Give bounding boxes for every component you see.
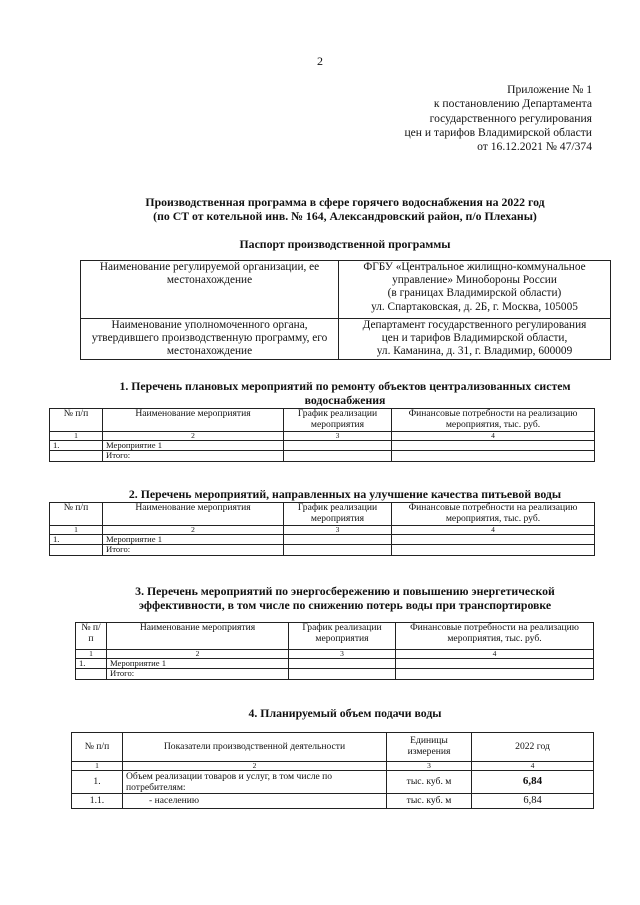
column-numbers — [50, 526, 595, 535]
passport-heading: Паспорт производственной программы — [239, 237, 451, 251]
col-finance: Финансовые потребности на реализацию мероприятия, тыс. руб. — [392, 409, 595, 432]
column-numbers — [76, 650, 594, 659]
col-number: 1 — [50, 526, 103, 535]
value-line: ФГБУ «Центральное жилищно-коммунальное — [363, 261, 586, 273]
row-unit: тыс. куб. м — [387, 770, 472, 793]
col-number: 4 — [392, 432, 595, 441]
value-line: цен и тарифов Владимирской области, — [381, 332, 568, 345]
section4-table — [71, 732, 594, 809]
col-schedule: График реализации мероприятия — [284, 503, 392, 526]
row-num: 1. — [50, 534, 103, 545]
row-name: - населению — [123, 793, 387, 808]
col-number: 3 — [387, 762, 472, 771]
section3-table — [75, 622, 594, 680]
col-num: № п/п — [72, 733, 123, 762]
col-name: Наименование мероприятия — [103, 409, 284, 432]
col-number: 3 — [289, 650, 396, 659]
total-label: Итого: — [107, 669, 289, 680]
appendix-line: государственного регулирования — [429, 111, 592, 125]
table-header — [76, 623, 594, 650]
row-value: 6,84 — [472, 770, 594, 793]
row-num: 1.1. — [72, 793, 123, 808]
table-row — [76, 658, 594, 669]
col-year: 2022 год — [472, 733, 594, 762]
appendix-line: к постановлению Департамента — [433, 97, 592, 111]
col-finance: Финансовые потребности на реализацию мероприятия, тыс. руб. — [392, 503, 595, 526]
passport-label: Наименование уполномоченного органа, утвердившего производственную программу, его местонахождение — [81, 319, 339, 360]
row-name: Мероприятие 1 — [103, 534, 284, 545]
col-num: № п/п — [50, 409, 103, 432]
section1-table — [49, 408, 595, 462]
appendix-line: от 16.12.2021 № 47/374 — [477, 140, 592, 154]
empty-cell — [284, 534, 392, 545]
total-label: Итого: — [103, 451, 284, 462]
empty-cell — [50, 545, 103, 556]
row-num: 1. — [76, 658, 107, 669]
table-row — [72, 793, 594, 808]
col-number: 4 — [396, 650, 594, 659]
row-name: Мероприятие 1 — [107, 658, 289, 669]
col-schedule: График реализации мероприятия — [289, 623, 396, 650]
section2-table — [49, 502, 595, 556]
title-line: Производственная программа в сфере горячего водоснабжения на 2022 год — [145, 195, 545, 209]
col-number: 4 — [392, 526, 595, 535]
row-num: 1. — [72, 770, 123, 793]
col-finance: Финансовые потребности на реализацию мероприятия, тыс. руб. — [396, 623, 594, 650]
empty-cell — [392, 545, 595, 556]
passport-label: Наименование регулируемой организации, ее местонахождение — [81, 261, 339, 319]
col-number: 1 — [76, 650, 107, 659]
col-num: № п/п — [50, 503, 103, 526]
col-number: 2 — [103, 526, 284, 535]
table-header — [72, 733, 594, 762]
empty-cell — [289, 669, 396, 680]
column-numbers — [50, 432, 595, 441]
section3-heading — [80, 584, 610, 612]
col-name: Наименование мероприятия — [107, 623, 289, 650]
empty-cell — [284, 545, 392, 556]
total-row — [50, 451, 595, 462]
section4-heading: 4. Планируемый объем подачи воды — [248, 706, 442, 720]
value-line: (в границах Владимирской области) — [387, 287, 562, 300]
empty-cell — [396, 669, 594, 680]
col-unit: Единицы измерения — [387, 733, 472, 762]
value-line: Департамент государственного регулирования — [362, 319, 587, 331]
col-number: 2 — [103, 432, 284, 441]
col-number: 1 — [72, 762, 123, 771]
col-indicator: Показатели производственной деятельности — [123, 733, 387, 762]
passport-value — [339, 319, 611, 360]
table-row — [81, 319, 611, 360]
row-name: Объем реализации товаров и услуг, в том числе по потребителям: — [123, 770, 387, 793]
empty-cell — [289, 658, 396, 669]
col-name: Наименование мероприятия — [103, 503, 284, 526]
value-line: ул. Спартаковская, д. 2Б, г. Москва, 105005 — [371, 300, 578, 313]
col-schedule: График реализации мероприятия — [284, 409, 392, 432]
col-number: 1 — [50, 432, 103, 441]
value-line: ул. Каманина, д. 31, г. Владимир, 600009 — [376, 345, 573, 358]
table-row — [50, 440, 595, 451]
section2-heading: 2. Перечень мероприятий, направленных на улучшение качества питьевой воды — [128, 487, 562, 501]
heading-line: эффективности, в том числе по снижению потерь воды при транспортировке — [138, 598, 552, 612]
appendix-header — [404, 83, 592, 154]
passport-table — [80, 260, 611, 360]
total-label: Итого: — [103, 545, 284, 556]
table-row — [81, 261, 611, 319]
row-num: 1. — [50, 440, 103, 451]
row-name: Мероприятие 1 — [103, 440, 284, 451]
section1-heading — [80, 379, 610, 407]
col-number: 2 — [123, 762, 387, 771]
document-title — [80, 195, 610, 223]
column-numbers — [72, 762, 594, 771]
col-num: № п/п — [76, 623, 107, 650]
title-line: (по СТ от котельной инв. № 164, Александровский район, п/о Плеханы) — [153, 209, 537, 223]
row-value: 6,84 — [472, 793, 594, 808]
total-row — [50, 545, 595, 556]
passport-value — [339, 261, 611, 319]
table-header — [50, 409, 595, 432]
appendix-line: Приложение № 1 — [507, 83, 592, 96]
row-unit: тыс. куб. м — [387, 793, 472, 808]
page-number: 2 — [317, 54, 323, 68]
appendix-line: цен и тарифов Владимирской области — [404, 125, 592, 139]
value-line: управление» Минобороны России — [392, 274, 557, 287]
empty-cell — [76, 669, 107, 680]
empty-cell — [392, 440, 595, 451]
empty-cell — [396, 658, 594, 669]
table-header — [50, 503, 595, 526]
table-row — [50, 534, 595, 545]
empty-cell — [392, 534, 595, 545]
heading-line: 1. Перечень плановых мероприятий по ремонту объектов централизованных систем — [119, 379, 571, 393]
heading-line: водоснабжения — [304, 393, 386, 407]
empty-cell — [392, 451, 595, 462]
col-number: 2 — [107, 650, 289, 659]
empty-cell — [284, 440, 392, 451]
empty-cell — [284, 451, 392, 462]
col-number: 3 — [284, 526, 392, 535]
total-row — [76, 669, 594, 680]
col-number: 3 — [284, 432, 392, 441]
heading-line: 3. Перечень мероприятий по энергосбережению и повышению энергетической — [135, 584, 555, 598]
empty-cell — [50, 451, 103, 462]
table-row — [72, 770, 594, 793]
col-number: 4 — [472, 762, 594, 771]
